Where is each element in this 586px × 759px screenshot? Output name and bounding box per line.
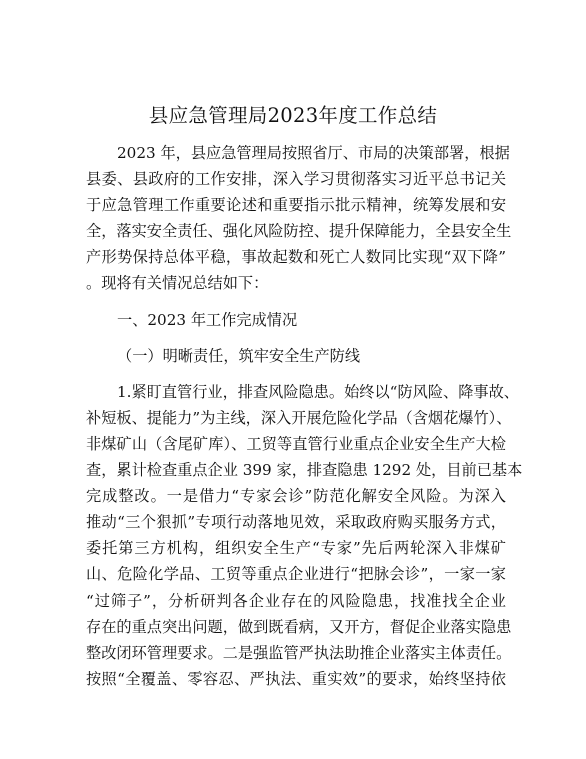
document-body <box>86 140 523 692</box>
paragraph-line: 非煤矿山（含尾矿库）、工贸等直管行业重点企业安全生产大检 <box>86 434 506 453</box>
paragraph-line: “过筛子”，分析研判各企业存在的风险隐患，找准找全企业 <box>86 591 506 610</box>
section-heading: 一、2023 年工作完成情况 <box>117 310 298 329</box>
paragraph-line: 2023 年，县应急管理局按照省厅、市局的决策部署，根据 <box>117 144 510 162</box>
paragraph-line: 按照“全覆盖、零容忍、严执法、重实效”的要求，始终坚持依 <box>86 669 506 688</box>
spacer <box>86 369 506 379</box>
paragraph-line: 推动“三个狠抓”专项行动落地见效，采取政府购买服务方式， <box>86 513 506 532</box>
spacer <box>86 333 506 343</box>
paragraph-line: 于应急管理工作重要论述和重要指示批示精神，统筹发展和安 <box>86 196 506 215</box>
subsection-heading: （一）明晰责任，筑牢安全生产防线 <box>117 346 360 365</box>
paragraph-line: 完成整改。一是借力“专家会诊”防范化解安全风险。为深入 <box>86 487 506 506</box>
paragraph-line: 全，落实安全责任、强化风险防控、提升保障能力，全县安全生 <box>86 222 512 241</box>
paragraph-line: 1.紧盯直管行业，排查风险隐患。始终以“防风险、降事故、 <box>117 382 519 401</box>
spacer <box>86 297 506 307</box>
paragraph-line: 。现将有关情况总结如下： <box>86 274 269 293</box>
paragraph-line: 存在的重点突出问题，做到既看病，又开方，督促企业落实隐患 <box>86 617 512 636</box>
paragraph-line: 查，累计检查重点企业 399 家，排查隐患 1292 处，目前已基本 <box>86 461 523 480</box>
paragraph-line: 山、危险化学品、工贸等重点企业进行“把脉会诊”，一家一家 <box>86 565 506 584</box>
paragraph-line: 委托第三方机构，组织安全生产“专家”先后两轮深入非煤矿 <box>86 539 506 558</box>
paragraph-line: 产形势保持总体平稳，事故起数和死亡人数同比实现“双下降” <box>86 248 506 267</box>
document-title: 县应急管理局2023年度工作总结 <box>148 104 438 127</box>
paragraph-line: 补短板、提能力”为主线，深入开展危险化学品（含烟花爆竹）、 <box>86 408 512 427</box>
paragraph-line: 县委、县政府的工作安排，深入学习贯彻落实习近平总书记关 <box>86 170 506 189</box>
paragraph-line: 整改闭环管理要求。二是强监管严执法助推企业落实主体责任。 <box>86 643 512 662</box>
